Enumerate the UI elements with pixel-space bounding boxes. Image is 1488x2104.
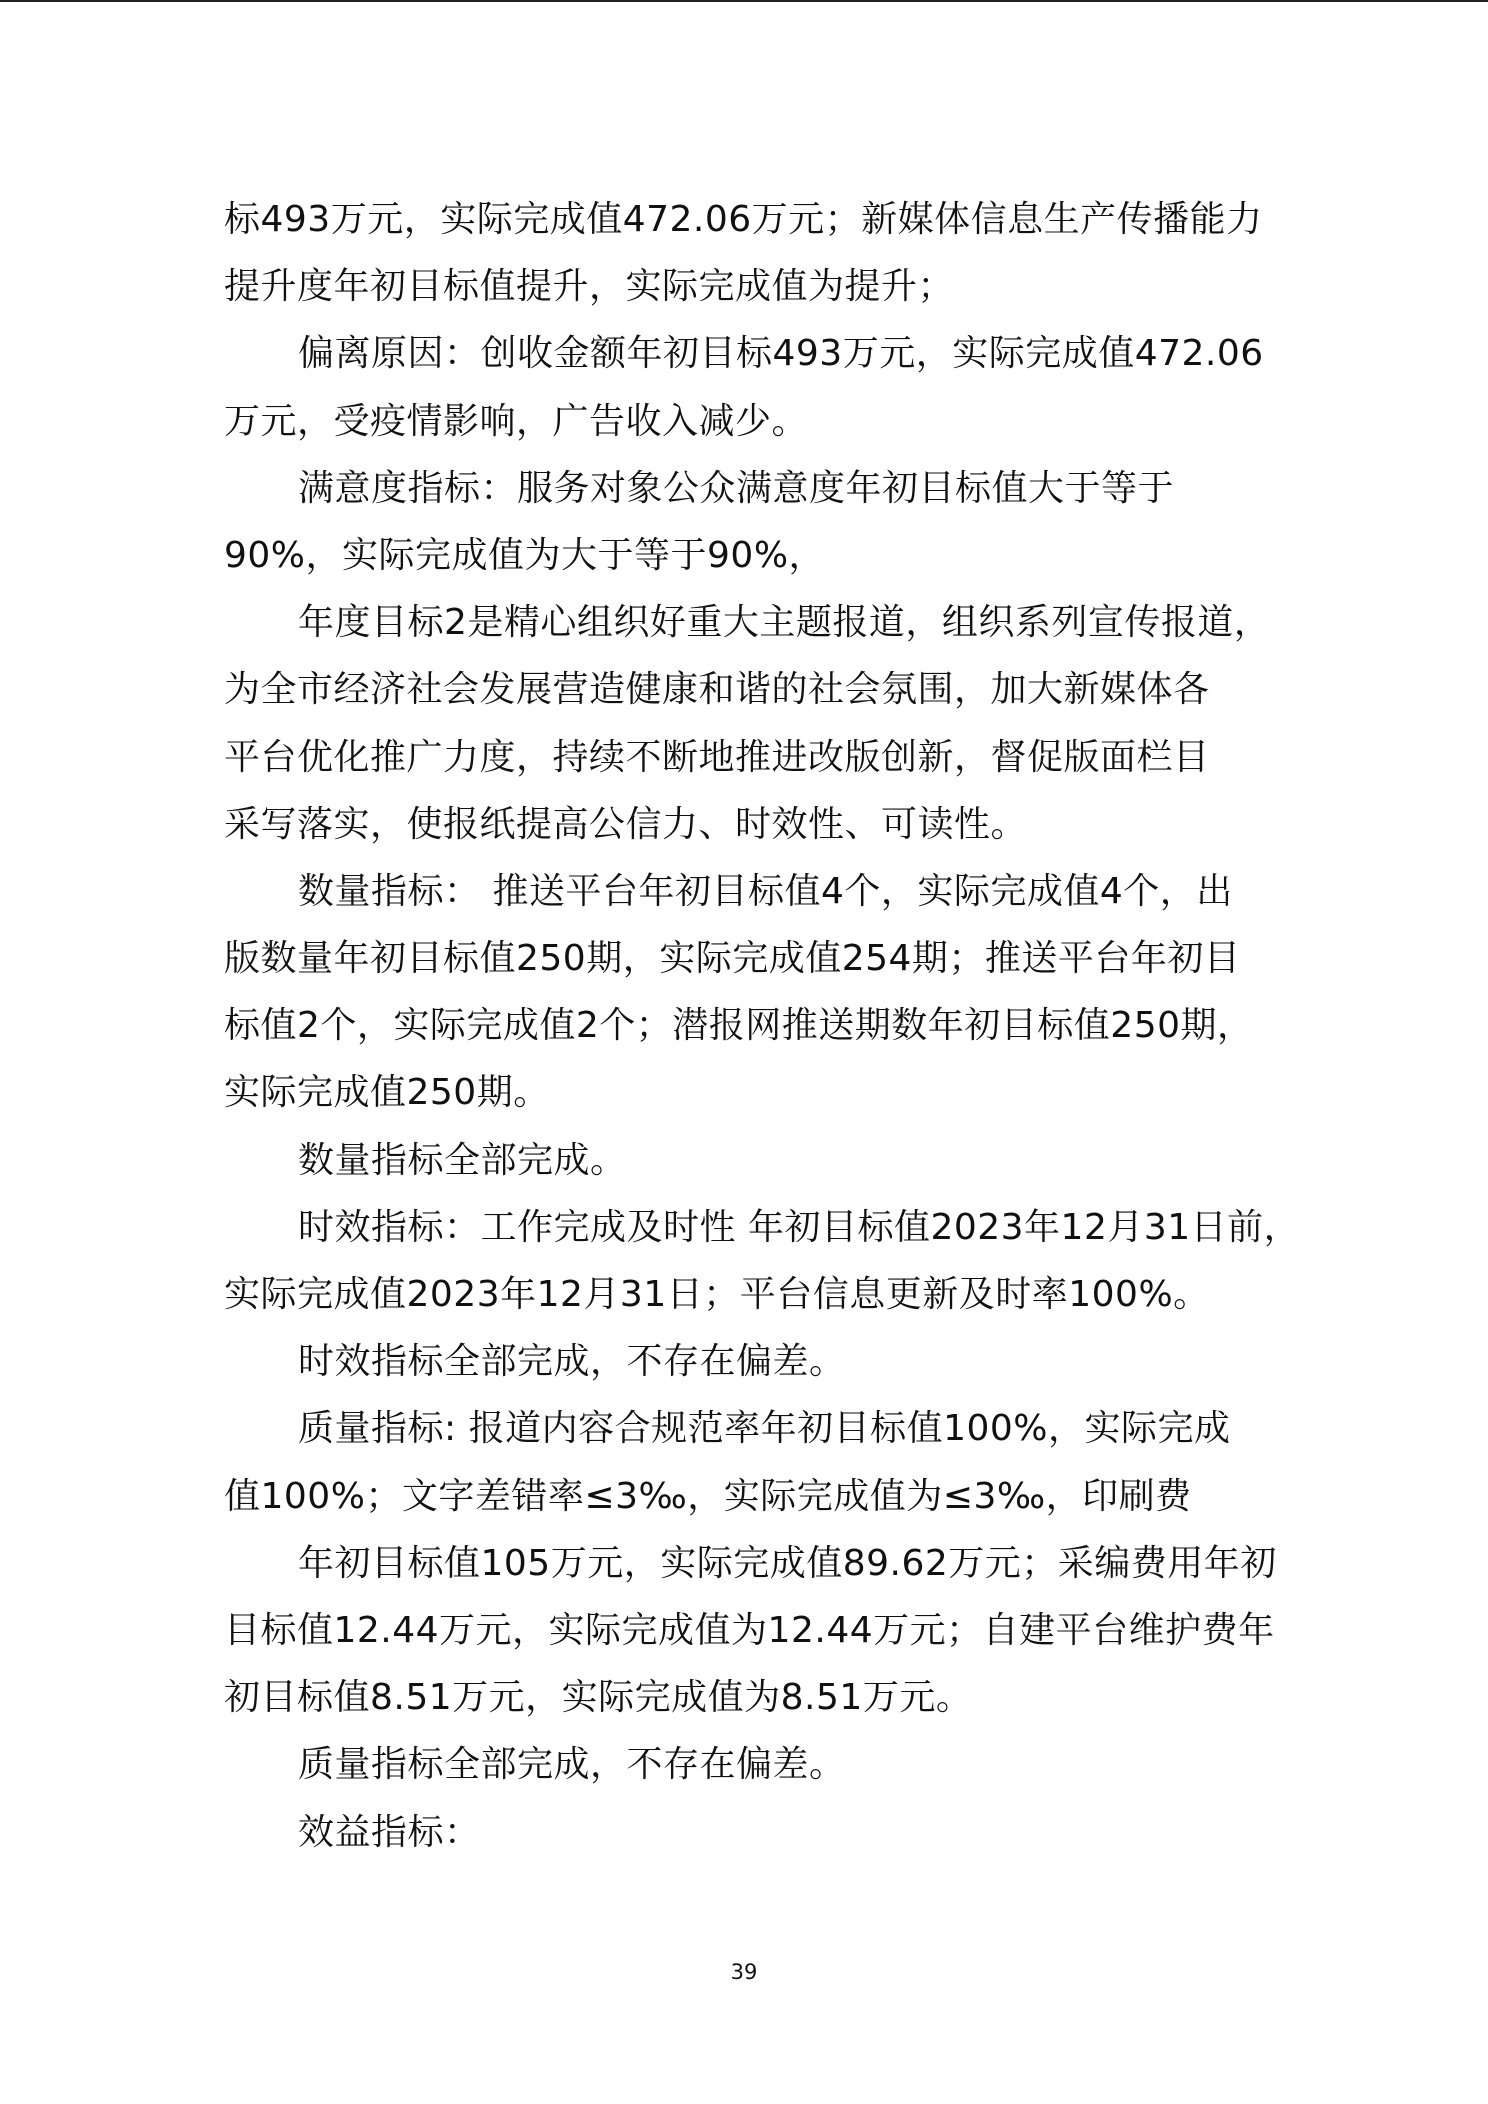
text-line: 标值2个，实际完成值2个；潜报网推送期数年初目标值250期， xyxy=(224,1005,1254,1047)
text-line: 质量指标全部完成，不存在偏差。 xyxy=(298,1744,846,1786)
top-border-line xyxy=(0,0,1488,2)
text-line: 90%，实际完成值为大于等于90%， xyxy=(224,534,826,576)
text-line: 标493万元，实际完成值472.06万元；新媒体信息生产传播能力 xyxy=(224,199,1263,240)
text-line: 提升度年初目标值提升，实际完成值为提升； xyxy=(224,266,955,308)
text-line: 为全市经济社会发展营造健康和谐的社会氛围，加大新媒体各 xyxy=(224,669,1210,711)
text-line: 偏离原因：创收金额年初目标493万元，实际完成值472.06 xyxy=(298,333,1264,375)
text-line: 万元，受疫情影响，广告收入减少。 xyxy=(224,400,809,442)
page-number: 39 xyxy=(730,1960,758,1984)
text-line: 版数量年初目标值250期，实际完成值254期；推送平台年初目 xyxy=(224,938,1241,980)
text-line: 实际完成值250期。 xyxy=(224,1072,550,1114)
text-line: 数量指标： 推送平台年初目标值4个，实际完成值4个，出 xyxy=(298,870,1233,912)
text-line: 数量指标全部完成。 xyxy=(298,1139,627,1181)
text-line: 时效指标：工作完成及时性 年初目标值2023年12月31日前， xyxy=(298,1206,1301,1248)
text-line: 初目标值8.51万元，实际完成值为8.51万元。 xyxy=(224,1677,973,1719)
text-line: 平台优化推广力度，持续不断地推进改版创新，督促版面栏目 xyxy=(224,736,1210,778)
text-line: 时效指标全部完成，不存在偏差。 xyxy=(298,1341,846,1383)
text-line: 目标值12.44万元，实际完成值为12.44万元；自建平台维护费年 xyxy=(224,1609,1275,1651)
text-line: 质量指标: 报道内容合规范率年初目标值100%，实际完成 xyxy=(298,1408,1231,1450)
text-line: 年初目标值105万元，实际完成值89.62万元；采编费用年初 xyxy=(298,1542,1277,1584)
text-line: 实际完成值2023年12月31日；平台信息更新及时率100%。 xyxy=(224,1274,1210,1315)
document-body xyxy=(224,186,1301,1866)
text-line: 效益指标： xyxy=(298,1811,481,1853)
text-line: 采写落实，使报纸提高公信力、时效性、可读性。 xyxy=(224,803,1028,845)
text-line: 年度目标2是精心组织好重大主题报道，组织系列宣传报道， xyxy=(298,602,1271,644)
text-line: 值100%；文字差错率≤3‰，实际完成值为≤3‰，印刷费 xyxy=(224,1475,1192,1517)
text-line: 满意度指标：服务对象公众满意度年初目标值大于等于 xyxy=(298,467,1175,509)
